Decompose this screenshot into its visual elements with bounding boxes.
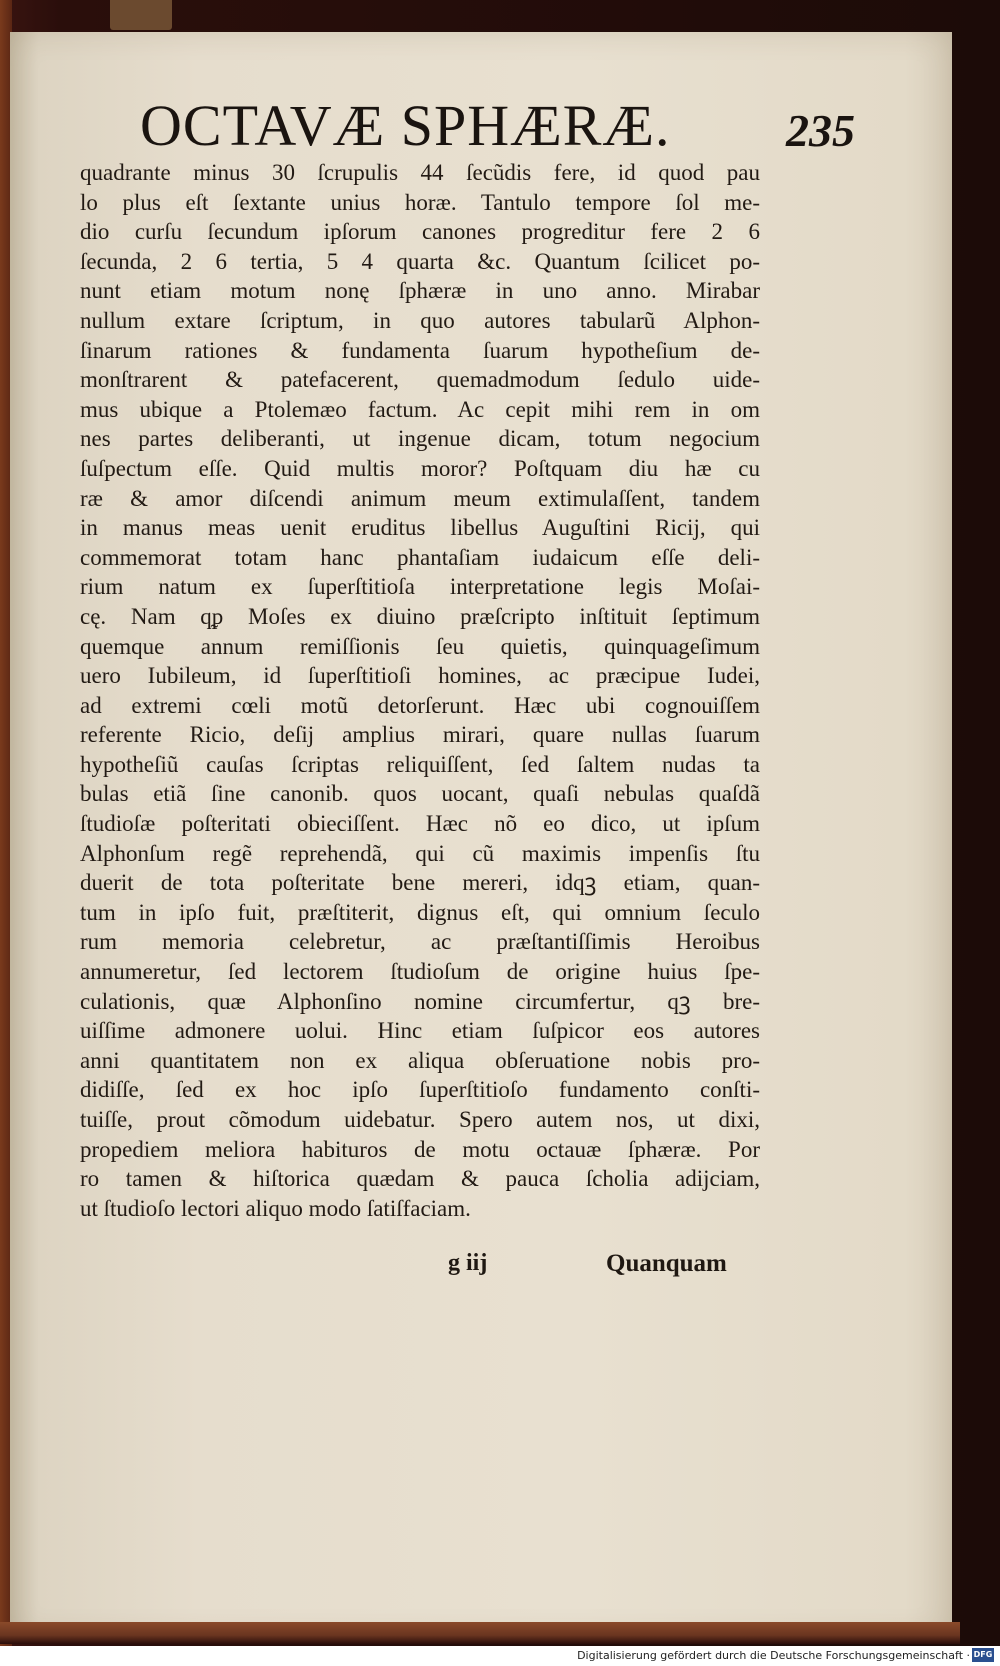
text-line: culationis, quæ Alphonſino nomine circumfertur, qꝫ bre- xyxy=(80,988,760,1014)
text-line: ut ſtudioſo lectori aliquo modo ſatiſfaciam. xyxy=(80,1195,471,1221)
catchword: Quanquam xyxy=(606,1250,727,1277)
page-tab xyxy=(110,0,172,30)
text-line: mus ubique a Ptolemæo factum. Ac cepit mihi rem in om xyxy=(80,396,760,422)
text-line: in manus meas uenit eruditus libellus Auguſtini Ricij, qui xyxy=(80,515,760,541)
text-line: nes partes deliberanti, ut ingenue dicam, totum negocium xyxy=(80,426,760,452)
text-line: nunt etiam motum nonę ſphæræ in uno anno. Mirabar xyxy=(80,278,760,304)
text-line: quemque annum remiſſionis ſeu quietis, quinquageſimum xyxy=(80,633,760,659)
text-line: propediem meliora habituros de motu octauæ ſphæræ. Por xyxy=(80,1136,760,1162)
text-line: ræ & amor diſcendi animum meum extimulaſſent, tandem xyxy=(80,485,760,511)
text-line: ſuſpectum eſſe. Quid multis moror? Poſtquam diu hæ cu xyxy=(80,455,760,481)
text-line: quadrante minus 30 ſcrupulis 44 ſecũdis fere, id quod pau xyxy=(80,160,760,185)
text-line: uiſſime admonere uolui. Hinc etiam ſuſpicor eos autores xyxy=(80,1018,760,1044)
text-line: dio curſu ſecundum ipſorum canones progreditur fere 2 6 xyxy=(80,219,760,245)
running-head: OCTAVÆ SPHÆRÆ. xyxy=(140,93,671,158)
text-line: bulas etiã ſine canonib. quos uocant, quaſi nebulas quaſdã xyxy=(80,781,760,807)
text-line: tum in ipſo fuit, præſtiterit, dignus eſt, qui omnium ſeculo xyxy=(80,899,760,925)
text-line: referente Ricio, deſij amplius mirari, quare nullas ſuarum xyxy=(80,722,760,748)
text-line: annumeretur, ſed lectorem ſtudioſum de origine huius ſpe- xyxy=(80,959,760,985)
page-number: 235 xyxy=(786,105,855,156)
dfg-logo-icon: DFG xyxy=(972,1648,994,1662)
text-line: uero Iubileum, id ſuperſtitioſi homines, ac præcipue Iudei, xyxy=(80,663,760,689)
text-line: lo plus eſt ſextante unius horæ. Tantulo tempore ſol me- xyxy=(80,189,760,215)
signature-mark: g iij xyxy=(448,1250,488,1276)
text-line: anni quantitatem non ex aliqua obſeruatione nobis pro- xyxy=(80,1047,760,1073)
body-text xyxy=(80,158,760,1223)
book-edge-bottom xyxy=(0,1622,960,1644)
text-line: ſtudioſæ poſteritati obieciſſent. Hæc nõ eo dico, ut ipſum xyxy=(80,811,760,837)
text-line: rium natum ex ſuperſtitioſa interpretatione legis Moſai- xyxy=(80,574,760,600)
text-line: duerit de tota poſteritate bene mereri, idqꝫ etiam, quan- xyxy=(80,870,760,896)
text-line: ad extremi cœli motũ detorſerunt. Hæc ubi cognouiſſem xyxy=(80,692,760,718)
text-line: rum memoria celebretur, ac præſtantiſſimis Heroibus xyxy=(80,929,760,955)
text-line: tuiſſe, prout cõmodum uidebatur. Spero autem nos, ut dixi, xyxy=(80,1107,760,1132)
text-line: commemorat totam hanc phantaſiam iudaicum eſſe deli- xyxy=(80,544,760,570)
text-line: ro tamen & hiſtorica quædam & pauca ſcholia adijciam, xyxy=(80,1166,760,1192)
text-line: nullum extare ſcriptum, in quo autores tabularũ Alphon- xyxy=(80,307,760,333)
footer-credit: Digitalisierung gefördert durch die Deutsche Forschungsgemeinschaft · xyxy=(577,1649,970,1662)
text-line: ſinarum rationes & fundamenta ſuarum hypotheſium de- xyxy=(80,337,760,363)
text-line: monſtrarent & patefacerent, quemadmodum ſedulo uide- xyxy=(80,367,760,393)
text-line: ſecunda, 2 6 tertia, 5 4 quarta &c. Quantum ſcilicet po- xyxy=(80,248,760,274)
text-line: hypotheſiũ cauſas ſcriptas reliquiſſent, ſed ſaltem nudas ta xyxy=(80,751,760,777)
text-line: cę. Nam qᵱ Moſes ex diuino præſcripto inſtituit ſeptimum xyxy=(80,603,760,629)
text-line: didiſſe, ſed ex hoc ipſo ſuperſtitioſo fundamento conſti- xyxy=(80,1077,760,1103)
text-line: Alphonſum regẽ reprehendã, qui cũ maximis impenſis ſtu xyxy=(80,840,760,866)
